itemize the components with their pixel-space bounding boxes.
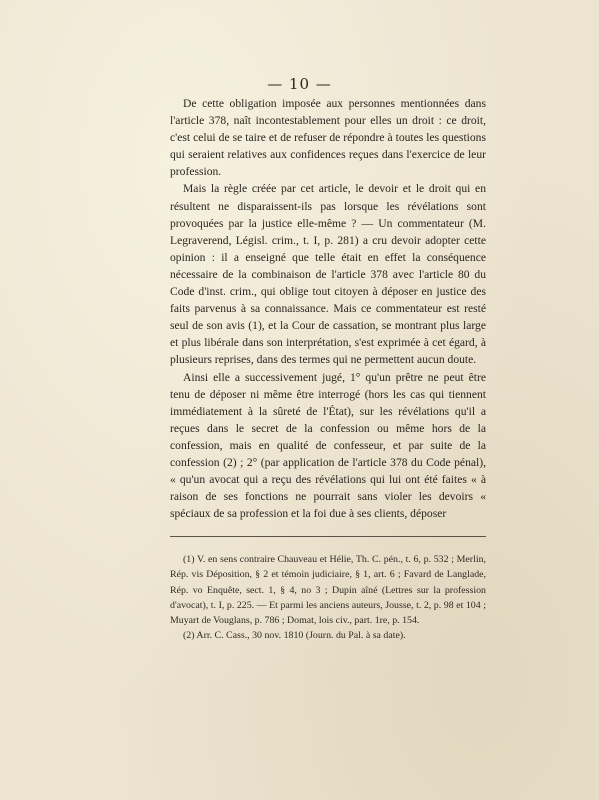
paragraph-1: De cette obligation imposée aux personnes mentionnées dans l'article 378, naît incontestablement pour elles un droit : ce droit, c'est celui de se taire et de refuser de répondre à toutes les questions qui seraient relatives aux confidences reçues dans l'exercice de leur profession. (170, 97, 486, 179)
footnote-1: (1) V. en sens contraire Chauveau et Hélie, Th. C. pén., t. 6, p. 532 ; Merlin, Rép. vis Déposition, § 2 et témoin judiciaire, § 1, art. 6 ; Favard de Langlade, Rép. vo Enquête, sect. 1, § 4, no 3 ; Dupin aîné (Lettres sur la profession d'avocat), t. I, p. 225. — Et parmi les anciens auteurs, Jousse, t. 2, p. 98 et 104 ; Muyart de Vouglans, p. 786 ; Domat, lois civ., part. 1re, p. 154. (170, 554, 486, 627)
footnote-2: (2) Arr. C. Cass., 30 nov. 1810 (Journ. du Pal. à sa date). (183, 630, 406, 642)
body-text (170, 95, 486, 522)
page-number: — 10 — (267, 75, 332, 93)
footnote-separator (170, 536, 486, 537)
paragraph-2: Mais la règle créée par cet article, le devoir et le droit qui en résultent ne disparaissent-ils pas lorsque les révélations sont provoquées par la justice elle-même ? — Un commentateur (M. Legraverend, Législ. crim., t. I, p. 281) a cru devoir adopter cette opinion : il a enseigné que telle était en effet la conséquence nécessaire de la combinaison de l'article 378 avec l'article 80 du Code d'inst. crim., qui oblige tout citoyen à déposer en justice des faits parvenus à sa connaissance. Mais ce commentateur est resté seul de son avis (1), et la Cour de cassation, se montrant plus large et plus libérale dans son interprétation, s'est exprimée à cet égard, à plusieurs reprises, dans des termes qui ne permettent aucun doute. (170, 182, 486, 367)
paragraph-3: Ainsi elle a successivement jugé, 1° qu'un prêtre ne peut être tenu de déposer ni même être interrogé (hors les cas qui tiennent immédiatement à la sûreté de l'État), sur les révélations qu'il a reçues dans le secret de la confession ou même hors de la confession, mais en qualité de confesseur, et par suite de la confession (2) ; 2° (par application de l'article 378 du Code pénal), « qu'un avocat qui a reçu des révélations qui lui ont été faites « à raison de ses fonctions ne pourrait sans violer les devoirs « spéciaux de sa profession et la foi due à ses clients, déposer (170, 370, 486, 521)
footnotes (170, 552, 486, 644)
